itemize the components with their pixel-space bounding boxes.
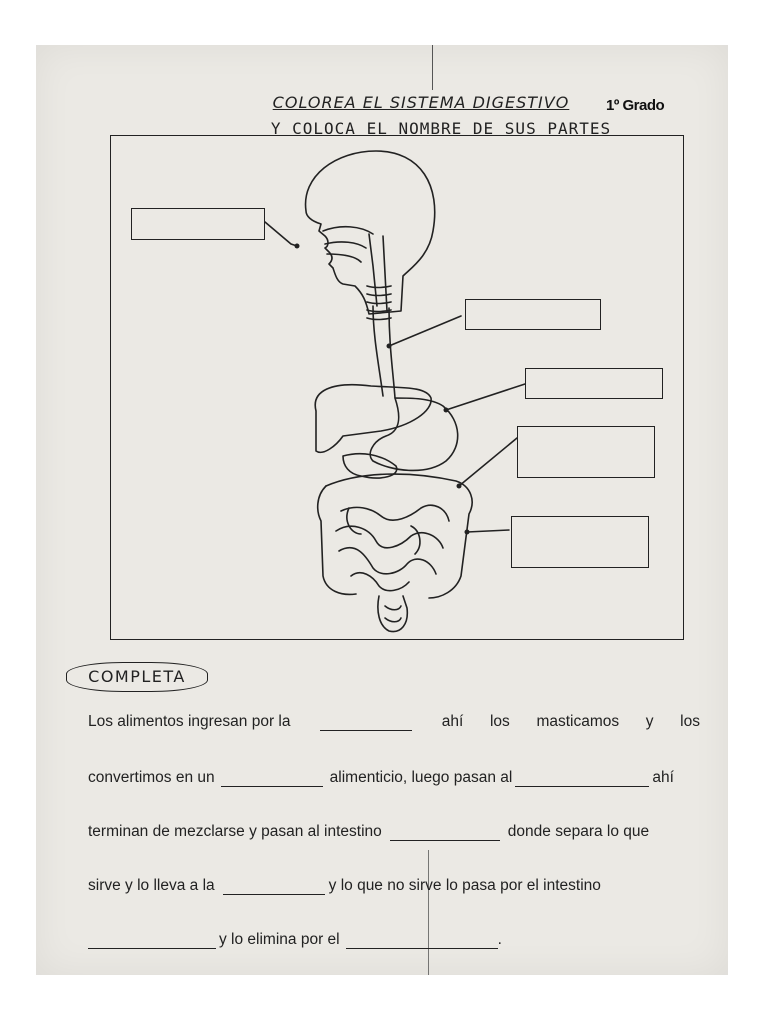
line3-text-b: donde separa lo que	[507, 823, 650, 840]
line1-text-f: los	[680, 713, 700, 730]
completa-heading: COMPLETA	[66, 662, 208, 692]
line1-text-b: ahí	[441, 713, 464, 730]
line2-text-c: ahí	[652, 769, 674, 786]
label-box-large-intestine[interactable]	[517, 426, 655, 478]
line5-text-b: .	[497, 931, 502, 948]
blank-3[interactable]	[515, 772, 649, 787]
sentence-line-1	[88, 713, 700, 731]
line1-text-a: Los alimentos ingresan por la	[88, 713, 291, 730]
label-box-mouth[interactable]	[131, 208, 265, 240]
digestive-system-diagram	[110, 135, 684, 640]
label-box-small-intestine[interactable]	[511, 516, 649, 568]
label-box-esophagus[interactable]	[465, 299, 601, 330]
label-box-stomach[interactable]	[525, 368, 663, 399]
worksheet-page	[36, 45, 728, 975]
fold-line-bottom	[428, 850, 429, 975]
blank-1[interactable]	[320, 716, 412, 731]
line2-text-a: convertimos en un	[88, 769, 215, 786]
grade-label: 1º Grado	[606, 97, 665, 114]
worksheet-title: COLOREA EL SISTEMA DIGESTIVO	[272, 93, 570, 112]
line1-text-c: los	[489, 713, 510, 730]
worksheet-subtitle: Y COLOCA EL NOMBRE DE SUS PARTES	[270, 119, 612, 138]
line5-text-a: y lo elimina por el	[219, 931, 340, 948]
line3-text-a: terminan de mezclarse y pasan al intestino	[88, 823, 382, 840]
line1-text-d: masticamos	[536, 713, 620, 730]
line4-text-b: y lo que no sirve lo pasa por el intestino	[328, 877, 601, 894]
line4-text-a: sirve y lo lleva a la	[88, 877, 215, 894]
line1-text-e: y	[645, 713, 654, 730]
blank-4[interactable]	[390, 826, 500, 841]
sentence-line-3	[88, 823, 700, 841]
blank-6[interactable]	[88, 934, 216, 949]
blank-7[interactable]	[346, 934, 498, 949]
sentence-line-2	[88, 769, 700, 787]
blank-2[interactable]	[221, 772, 323, 787]
sentence-line-5	[88, 931, 700, 949]
line2-text-b: alimenticio, luego pasan al	[329, 769, 513, 786]
fold-line-top	[432, 45, 433, 90]
sentence-line-4	[88, 877, 700, 895]
blank-5[interactable]	[223, 880, 325, 895]
